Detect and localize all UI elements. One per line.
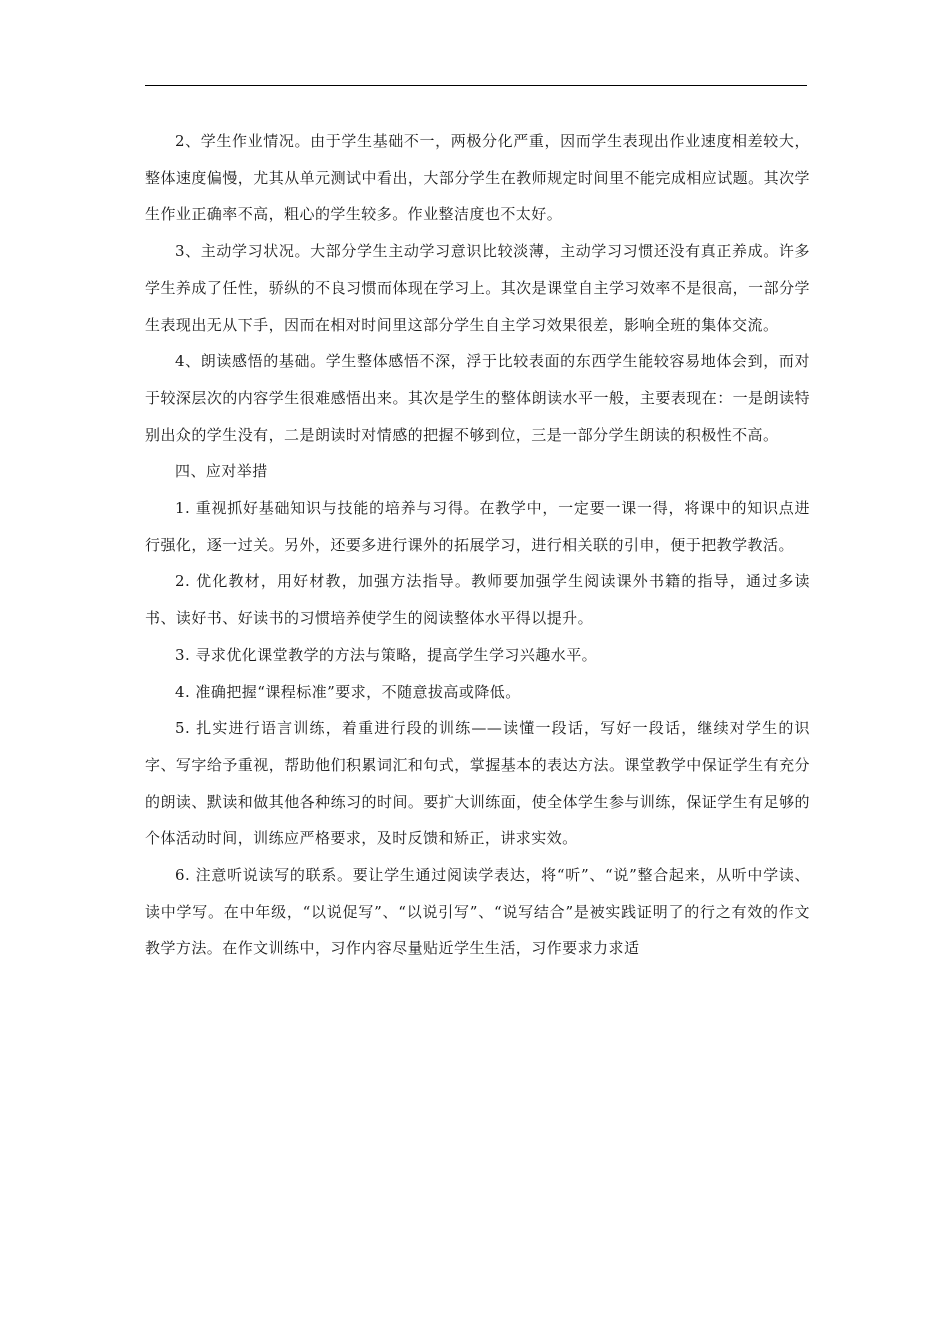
paragraph-measure-5: 5. 扎实进行语言训练，着重进行段的训练——读懂一段话，写好一段话，继续对学生的识字、写字给予重视，帮助他们积累词汇和句式，掌握基本的表达方法。课堂教学中保证学生有充分的朗读、默读和做其他各种练习的时间。要扩大训练面，使全体学生参与训练，保证学生有足够的个体活动时间，训练应严格要求，及时反馈和矫正，讲求实效。 — [145, 719, 810, 848]
document-body — [145, 123, 810, 967]
paragraph-measure-3: 3. 寻求优化课堂教学的方法与策略，提高学生学习兴趣水平。 — [175, 645, 598, 664]
paragraph-reading-comprehension: 4、朗读感悟的基础。学生整体感悟不深，浮于比较表面的东西学生能较容易地体会到，而对于较深层次的内容学生很难感悟出来。其次是学生的整体朗读水平一般，主要表现在：一是朗读特别出众的学生没有，二是朗读时对情感的把握不够到位，三是一部分学生朗读的积极性不高。 — [145, 352, 810, 444]
paragraph-measure-2: 2. 优化教材，用好材教，加强方法指导。教师要加强学生阅读课外书籍的指导，通过多读书、读好书、好读书的习惯培养使学生的阅读整体水平得以提升。 — [145, 572, 810, 628]
paragraph-measure-6: 6. 注意听说读写的联系。要让学生通过阅读学表达，将“听”、“说”整合起来，从听中学读、读中学写。在中年级，“以说促写”、“以说引写”、“说写结合”是被实践证明了的行之有效的作文教学方法。在作文训练中，习作内容尽量贴近学生生活，习作要求力求适 — [145, 866, 810, 958]
paragraph-active-learning: 3、主动学习状况。大部分学生主动学习意识比较淡薄，主动学习习惯还没有真正养成。许多学生养成了任性，骄纵的不良习惯而体现在学习上。其次是课堂自主学习效率不是很高，一部分学生表现出无从下手，因而在相对时间里这部分学生自主学习效果很差，影响全班的集体交流。 — [145, 242, 810, 334]
paragraph-measure-1: 1. 重视抓好基础知识与技能的培养与习得。在教学中，一定要一课一得，将课中的知识点进行强化，逐一过关。另外，还要多进行课外的拓展学习，进行相关联的引申，便于把教学教活。 — [145, 499, 810, 554]
section-heading-measures: 四、应对举措 — [175, 462, 268, 481]
paragraph-homework-situation: 2、学生作业情况。由于学生基础不一，两极分化严重，因而学生表现出作业速度相差较大，整体速度偏慢，尤其从单元测试中看出，大部分学生在教师规定时间里不能完成相应试题。其次学生作业正确率不高，粗心的学生较多。作业整洁度也不太好。 — [145, 132, 810, 224]
paragraph-measure-4: 4. 准确把握“课程标准”要求，不随意拔高或降低。 — [175, 682, 521, 701]
header-rule — [145, 85, 807, 86]
